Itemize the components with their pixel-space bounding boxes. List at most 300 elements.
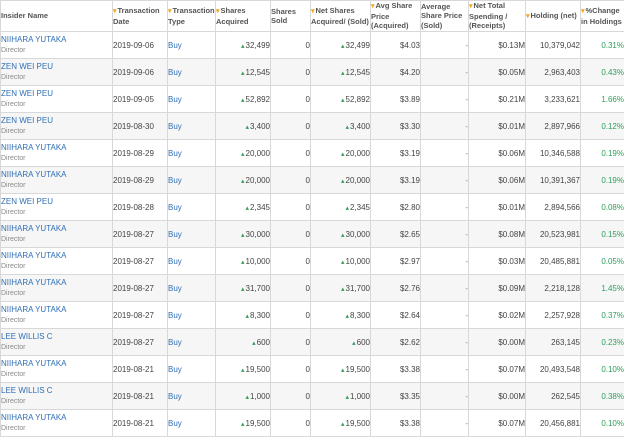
insider-name-link[interactable]: NIIHARA YUTAKA xyxy=(1,170,112,180)
cell-transaction-date: 2019-08-30 xyxy=(113,113,168,140)
cell-holding: 20,485,881 xyxy=(526,248,581,275)
cell-transaction-date: 2019-09-06 xyxy=(113,32,168,59)
cell-pct-change: 0.43% xyxy=(581,59,624,86)
insider-name-link[interactable]: NIIHARA YUTAKA xyxy=(1,359,112,369)
cell-avg-price-acquired: $3.38 xyxy=(371,356,421,383)
net-shares-value: 19,500 xyxy=(346,365,370,374)
shares-acquired-value: 32,499 xyxy=(246,41,270,50)
up-arrow-icon: ▴ xyxy=(341,421,345,428)
cell-net-total: $0.01M xyxy=(469,113,526,140)
sort-caret-icon[interactable]: ▾ xyxy=(216,8,220,15)
cell-transaction-type[interactable]: Buy xyxy=(168,248,216,275)
cell-pct-change: 0.31% xyxy=(581,32,624,59)
cell-insider-name xyxy=(1,59,113,86)
cell-net-shares xyxy=(311,59,371,86)
up-arrow-icon: ▴ xyxy=(341,70,345,77)
cell-avg-price-acquired: $2.65 xyxy=(371,221,421,248)
cell-net-total: $0.00M xyxy=(469,329,526,356)
cell-net-total: $0.02M xyxy=(469,302,526,329)
cell-holding: 20,523,981 xyxy=(526,221,581,248)
up-arrow-icon: ▴ xyxy=(341,367,345,374)
cell-net-total: $0.21M xyxy=(469,86,526,113)
cell-transaction-date: 2019-08-27 xyxy=(113,302,168,329)
cell-net-shares xyxy=(311,275,371,302)
cell-holding: 20,456,881 xyxy=(526,410,581,437)
insider-role: Director xyxy=(1,46,112,55)
cell-pct-change: 1.66% xyxy=(581,86,624,113)
cell-shares-sold: 0 xyxy=(271,32,311,59)
cell-pct-change: 0.10% xyxy=(581,356,624,383)
cell-transaction-date: 2019-08-27 xyxy=(113,221,168,248)
insider-name-link[interactable]: NIIHARA YUTAKA xyxy=(1,305,112,315)
cell-transaction-type[interactable]: Buy xyxy=(168,167,216,194)
insider-role: Director xyxy=(1,343,112,352)
up-arrow-icon: ▴ xyxy=(245,313,249,320)
net-shares-value: 30,000 xyxy=(346,230,370,239)
up-arrow-icon: ▴ xyxy=(241,286,245,293)
cell-holding: 262,545 xyxy=(526,383,581,410)
cell-avg-price-acquired: $4.20 xyxy=(371,59,421,86)
column-header-net-total-spending[interactable] xyxy=(469,1,526,32)
cell-avg-price-acquired: $3.89 xyxy=(371,86,421,113)
up-arrow-icon: ▴ xyxy=(345,394,349,401)
shares-acquired-value: 19,500 xyxy=(246,419,270,428)
insider-name-link[interactable]: LEE WILLIS C xyxy=(1,332,112,342)
cell-avg-price-sold: - xyxy=(421,194,469,221)
up-arrow-icon: ▴ xyxy=(245,394,249,401)
net-shares-value: 1,000 xyxy=(350,392,370,401)
cell-transaction-type[interactable]: Buy xyxy=(168,59,216,86)
sort-caret-icon[interactable]: ▾ xyxy=(526,13,530,20)
cell-insider-name xyxy=(1,302,113,329)
insider-name-link[interactable]: LEE WILLIS C xyxy=(1,386,112,396)
cell-shares-sold: 0 xyxy=(271,86,311,113)
cell-transaction-type[interactable]: Buy xyxy=(168,329,216,356)
shares-acquired-value: 600 xyxy=(257,338,270,347)
cell-pct-change: 1.45% xyxy=(581,275,624,302)
net-shares-value: 600 xyxy=(357,338,370,347)
net-shares-value: 20,000 xyxy=(346,176,370,185)
cell-avg-price-sold: - xyxy=(421,113,469,140)
insider-role: Director xyxy=(1,235,112,244)
cell-net-shares xyxy=(311,221,371,248)
insider-name-link[interactable]: NIIHARA YUTAKA xyxy=(1,251,112,261)
cell-insider-name xyxy=(1,248,113,275)
up-arrow-icon: ▴ xyxy=(241,178,245,185)
shares-acquired-value: 2,345 xyxy=(250,203,270,212)
cell-shares-sold: 0 xyxy=(271,194,311,221)
cell-insider-name xyxy=(1,275,113,302)
cell-holding: 20,493,548 xyxy=(526,356,581,383)
column-header-avg-share-price-acquired[interactable] xyxy=(371,1,421,32)
cell-transaction-date: 2019-09-06 xyxy=(113,59,168,86)
cell-transaction-date: 2019-08-29 xyxy=(113,167,168,194)
cell-net-total: $0.06M xyxy=(469,140,526,167)
table-row[interactable] xyxy=(1,410,624,437)
insider-role: Director xyxy=(1,154,112,163)
insider-role: Director xyxy=(1,262,112,271)
cell-shares-sold: 0 xyxy=(271,302,311,329)
cell-transaction-date: 2019-08-27 xyxy=(113,248,168,275)
cell-net-shares xyxy=(311,302,371,329)
up-arrow-icon: ▴ xyxy=(345,313,349,320)
column-header-shares-acquired[interactable] xyxy=(216,1,271,32)
cell-pct-change: 0.10% xyxy=(581,410,624,437)
cell-insider-name xyxy=(1,140,113,167)
up-arrow-icon: ▴ xyxy=(341,286,345,293)
table-row[interactable] xyxy=(1,248,624,275)
net-shares-value: 32,499 xyxy=(346,41,370,50)
sort-caret-icon[interactable]: ▾ xyxy=(469,3,473,10)
insider-role: Director xyxy=(1,370,112,379)
up-arrow-icon: ▴ xyxy=(341,43,345,50)
cell-shares-sold: 0 xyxy=(271,410,311,437)
cell-transaction-type[interactable]: Buy xyxy=(168,410,216,437)
cell-pct-change: 0.37% xyxy=(581,302,624,329)
column-label: Transaction Type xyxy=(168,6,215,26)
cell-insider-name xyxy=(1,356,113,383)
cell-net-shares xyxy=(311,194,371,221)
cell-shares-acquired xyxy=(216,383,271,410)
up-arrow-icon: ▴ xyxy=(241,367,245,374)
cell-insider-name xyxy=(1,383,113,410)
cell-transaction-type[interactable]: Buy xyxy=(168,113,216,140)
cell-shares-sold: 0 xyxy=(271,59,311,86)
column-label: Shares Sold xyxy=(271,7,296,25)
cell-shares-sold: 0 xyxy=(271,275,311,302)
cell-shares-sold: 0 xyxy=(271,221,311,248)
cell-transaction-date: 2019-08-21 xyxy=(113,410,168,437)
cell-transaction-type[interactable]: Buy xyxy=(168,194,216,221)
table-row[interactable] xyxy=(1,32,624,59)
cell-shares-acquired xyxy=(216,140,271,167)
cell-shares-acquired xyxy=(216,194,271,221)
cell-insider-name xyxy=(1,329,113,356)
column-label: Insider Name xyxy=(1,11,48,20)
cell-insider-name xyxy=(1,410,113,437)
cell-transaction-type[interactable]: Buy xyxy=(168,383,216,410)
cell-shares-sold: 0 xyxy=(271,329,311,356)
column-label: Transaction Date xyxy=(113,6,160,26)
cell-pct-change: 0.38% xyxy=(581,383,624,410)
shares-acquired-value: 12,545 xyxy=(246,68,270,77)
table-header-row xyxy=(1,1,624,32)
cell-shares-sold: 0 xyxy=(271,356,311,383)
cell-avg-price-acquired: $2.62 xyxy=(371,329,421,356)
cell-avg-price-acquired: $3.19 xyxy=(371,140,421,167)
table-row[interactable] xyxy=(1,275,624,302)
table-row[interactable] xyxy=(1,221,624,248)
insider-name-link[interactable]: ZEN WEI PEU xyxy=(1,89,112,99)
column-label: Avg Share Price (Acquired) xyxy=(371,1,412,30)
insider-name-link[interactable]: ZEN WEI PEU xyxy=(1,116,112,126)
net-shares-value: 2,345 xyxy=(350,203,370,212)
table-row[interactable] xyxy=(1,140,624,167)
table-row[interactable] xyxy=(1,59,624,86)
cell-net-total: $0.07M xyxy=(469,356,526,383)
net-shares-value: 52,892 xyxy=(346,95,370,104)
cell-transaction-type[interactable]: Buy xyxy=(168,86,216,113)
cell-insider-name xyxy=(1,32,113,59)
up-arrow-icon: ▴ xyxy=(341,232,345,239)
cell-avg-price-acquired: $3.38 xyxy=(371,410,421,437)
shares-acquired-value: 10,000 xyxy=(246,257,270,266)
net-shares-value: 31,700 xyxy=(346,284,370,293)
cell-shares-acquired xyxy=(216,221,271,248)
insider-role: Director xyxy=(1,397,112,406)
table-row[interactable] xyxy=(1,383,624,410)
sort-caret-icon[interactable]: ▾ xyxy=(371,3,375,10)
cell-avg-price-sold: - xyxy=(421,140,469,167)
cell-transaction-type[interactable]: Buy xyxy=(168,32,216,59)
column-header-net-shares[interactable] xyxy=(311,1,371,32)
cell-pct-change: 0.19% xyxy=(581,140,624,167)
cell-transaction-date: 2019-08-29 xyxy=(113,140,168,167)
insider-role: Director xyxy=(1,208,112,217)
shares-acquired-value: 20,000 xyxy=(246,176,270,185)
shares-acquired-value: 19,500 xyxy=(246,365,270,374)
cell-shares-sold: 0 xyxy=(271,113,311,140)
up-arrow-icon: ▴ xyxy=(241,97,245,104)
cell-holding: 2,963,403 xyxy=(526,59,581,86)
cell-net-shares xyxy=(311,32,371,59)
table-row[interactable] xyxy=(1,86,624,113)
table-row[interactable] xyxy=(1,329,624,356)
net-shares-value: 3,400 xyxy=(350,122,370,131)
cell-net-total: $0.00M xyxy=(469,383,526,410)
shares-acquired-value: 20,000 xyxy=(246,149,270,158)
cell-transaction-date: 2019-08-21 xyxy=(113,356,168,383)
insider-role: Director xyxy=(1,424,112,433)
cell-net-shares xyxy=(311,383,371,410)
up-arrow-icon: ▴ xyxy=(341,259,345,266)
cell-avg-price-sold: - xyxy=(421,86,469,113)
cell-net-shares xyxy=(311,86,371,113)
up-arrow-icon: ▴ xyxy=(341,178,345,185)
cell-avg-price-sold: - xyxy=(421,248,469,275)
cell-transaction-type[interactable]: Buy xyxy=(168,140,216,167)
cell-avg-price-sold: - xyxy=(421,167,469,194)
net-shares-value: 12,545 xyxy=(346,68,370,77)
column-header-transaction-type[interactable] xyxy=(168,1,216,32)
net-shares-value: 10,000 xyxy=(346,257,370,266)
cell-net-shares xyxy=(311,248,371,275)
up-arrow-icon: ▴ xyxy=(241,232,245,239)
insider-role: Director xyxy=(1,100,112,109)
insider-name-link[interactable]: ZEN WEI PEU xyxy=(1,197,112,207)
cell-shares-acquired xyxy=(216,167,271,194)
cell-net-total: $0.06M xyxy=(469,167,526,194)
sort-caret-icon[interactable]: ▾ xyxy=(113,8,117,15)
cell-transaction-type[interactable]: Buy xyxy=(168,275,216,302)
cell-insider-name xyxy=(1,221,113,248)
cell-insider-name xyxy=(1,167,113,194)
cell-insider-name xyxy=(1,194,113,221)
insider-role: Director xyxy=(1,316,112,325)
column-label: Shares Acquired xyxy=(216,6,249,26)
insider-role: Director xyxy=(1,181,112,190)
cell-shares-acquired xyxy=(216,59,271,86)
table-header xyxy=(1,1,624,32)
cell-shares-acquired xyxy=(216,32,271,59)
cell-shares-acquired xyxy=(216,248,271,275)
table-row[interactable] xyxy=(1,113,624,140)
cell-net-shares xyxy=(311,113,371,140)
up-arrow-icon: ▴ xyxy=(241,259,245,266)
cell-shares-acquired xyxy=(216,86,271,113)
cell-avg-price-sold: - xyxy=(421,383,469,410)
up-arrow-icon: ▴ xyxy=(241,421,245,428)
cell-pct-change: 0.08% xyxy=(581,194,624,221)
up-arrow-icon: ▴ xyxy=(252,340,256,347)
column-header-insider-name[interactable] xyxy=(1,1,113,32)
column-label: %Change in Holdings xyxy=(581,6,622,26)
up-arrow-icon: ▴ xyxy=(341,97,345,104)
cell-holding: 2,218,128 xyxy=(526,275,581,302)
cell-avg-price-acquired: $3.30 xyxy=(371,113,421,140)
shares-acquired-value: 1,000 xyxy=(250,392,270,401)
column-label: Net Shares Acquired/ (Sold) xyxy=(311,6,369,26)
up-arrow-icon: ▴ xyxy=(341,151,345,158)
cell-avg-price-acquired: $3.35 xyxy=(371,383,421,410)
cell-net-shares xyxy=(311,167,371,194)
insider-role: Director xyxy=(1,289,112,298)
cell-net-total: $0.03M xyxy=(469,248,526,275)
cell-avg-price-sold: - xyxy=(421,302,469,329)
cell-net-total: $0.13M xyxy=(469,32,526,59)
cell-shares-acquired xyxy=(216,410,271,437)
cell-transaction-type[interactable]: Buy xyxy=(168,356,216,383)
cell-holding: 2,897,966 xyxy=(526,113,581,140)
cell-insider-name xyxy=(1,113,113,140)
cell-transaction-date: 2019-09-05 xyxy=(113,86,168,113)
shares-acquired-value: 31,700 xyxy=(246,284,270,293)
cell-transaction-date: 2019-08-27 xyxy=(113,275,168,302)
cell-avg-price-acquired: $4.03 xyxy=(371,32,421,59)
cell-transaction-type[interactable]: Buy xyxy=(168,221,216,248)
up-arrow-icon: ▴ xyxy=(352,340,356,347)
cell-net-total: $0.01M xyxy=(469,194,526,221)
insider-name-link[interactable]: ZEN WEI PEU xyxy=(1,62,112,72)
table-row[interactable] xyxy=(1,356,624,383)
cell-pct-change: 0.12% xyxy=(581,113,624,140)
cell-holding: 10,379,042 xyxy=(526,32,581,59)
cell-holding: 263,145 xyxy=(526,329,581,356)
up-arrow-icon: ▴ xyxy=(241,43,245,50)
insider-name-link[interactable]: NIIHARA YUTAKA xyxy=(1,143,112,153)
cell-net-shares xyxy=(311,329,371,356)
cell-shares-sold: 0 xyxy=(271,140,311,167)
cell-holding: 2,894,566 xyxy=(526,194,581,221)
insider-name-link[interactable]: NIIHARA YUTAKA xyxy=(1,413,112,423)
shares-acquired-value: 3,400 xyxy=(250,122,270,131)
column-label: Net Total Spending / (Receipts) xyxy=(469,1,507,30)
cell-pct-change: 0.19% xyxy=(581,167,624,194)
cell-shares-acquired xyxy=(216,356,271,383)
cell-net-total: $0.07M xyxy=(469,410,526,437)
up-arrow-icon: ▴ xyxy=(245,124,249,131)
shares-acquired-value: 52,892 xyxy=(246,95,270,104)
table-body xyxy=(1,32,624,437)
net-shares-value: 19,500 xyxy=(346,419,370,428)
cell-transaction-date: 2019-08-21 xyxy=(113,383,168,410)
up-arrow-icon: ▴ xyxy=(241,151,245,158)
cell-transaction-date: 2019-08-27 xyxy=(113,329,168,356)
cell-net-shares xyxy=(311,356,371,383)
cell-avg-price-sold: - xyxy=(421,59,469,86)
cell-transaction-type[interactable]: Buy xyxy=(168,302,216,329)
cell-net-shares xyxy=(311,140,371,167)
cell-transaction-date: 2019-08-28 xyxy=(113,194,168,221)
table-row[interactable] xyxy=(1,302,624,329)
cell-net-shares xyxy=(311,410,371,437)
cell-shares-sold: 0 xyxy=(271,248,311,275)
up-arrow-icon: ▴ xyxy=(345,124,349,131)
insider-name-link[interactable]: NIIHARA YUTAKA xyxy=(1,278,112,288)
cell-avg-price-acquired: $2.80 xyxy=(371,194,421,221)
column-header-transaction-date[interactable] xyxy=(113,1,168,32)
sort-caret-icon[interactable]: ▾ xyxy=(311,8,315,15)
cell-avg-price-acquired: $2.97 xyxy=(371,248,421,275)
cell-net-total: $0.05M xyxy=(469,59,526,86)
cell-avg-price-acquired: $3.19 xyxy=(371,167,421,194)
cell-net-total: $0.09M xyxy=(469,275,526,302)
table-row[interactable] xyxy=(1,167,624,194)
cell-avg-price-sold: - xyxy=(421,356,469,383)
cell-holding: 10,346,588 xyxy=(526,140,581,167)
cell-shares-acquired xyxy=(216,275,271,302)
cell-shares-acquired xyxy=(216,329,271,356)
table-row[interactable] xyxy=(1,194,624,221)
cell-avg-price-sold: - xyxy=(421,32,469,59)
insider-name-link[interactable]: NIIHARA YUTAKA xyxy=(1,224,112,234)
shares-acquired-value: 30,000 xyxy=(246,230,270,239)
column-label: Average Share Price (Sold) xyxy=(421,2,462,30)
cell-holding: 2,257,928 xyxy=(526,302,581,329)
cell-avg-price-sold: - xyxy=(421,275,469,302)
cell-shares-sold: 0 xyxy=(271,383,311,410)
column-header-shares-sold[interactable] xyxy=(271,1,311,32)
column-header-avg-share-price-sold[interactable] xyxy=(421,1,469,32)
shares-acquired-value: 8,300 xyxy=(250,311,270,320)
insider-name-link[interactable]: NIIHARA YUTAKA xyxy=(1,35,112,45)
cell-avg-price-sold: - xyxy=(421,410,469,437)
cell-shares-sold: 0 xyxy=(271,167,311,194)
cell-pct-change: 0.15% xyxy=(581,221,624,248)
column-header-holding-net[interactable] xyxy=(526,1,581,32)
cell-net-total: $0.08M xyxy=(469,221,526,248)
net-shares-value: 8,300 xyxy=(350,311,370,320)
column-header-pct-change-holdings[interactable] xyxy=(581,1,624,32)
sort-caret-icon[interactable]: ▾ xyxy=(168,8,172,15)
column-label: Holding (net) xyxy=(531,11,577,20)
cell-holding: 3,233,621 xyxy=(526,86,581,113)
sort-caret-icon[interactable]: ▾ xyxy=(581,8,585,15)
cell-avg-price-acquired: $2.76 xyxy=(371,275,421,302)
cell-avg-price-sold: - xyxy=(421,329,469,356)
net-shares-value: 20,000 xyxy=(346,149,370,158)
cell-avg-price-sold: - xyxy=(421,221,469,248)
cell-avg-price-acquired: $2.64 xyxy=(371,302,421,329)
cell-pct-change: 0.23% xyxy=(581,329,624,356)
up-arrow-icon: ▴ xyxy=(241,70,245,77)
cell-pct-change: 0.05% xyxy=(581,248,624,275)
cell-shares-acquired xyxy=(216,302,271,329)
insider-role: Director xyxy=(1,73,112,82)
up-arrow-icon: ▴ xyxy=(345,205,349,212)
up-arrow-icon: ▴ xyxy=(245,205,249,212)
cell-insider-name xyxy=(1,86,113,113)
